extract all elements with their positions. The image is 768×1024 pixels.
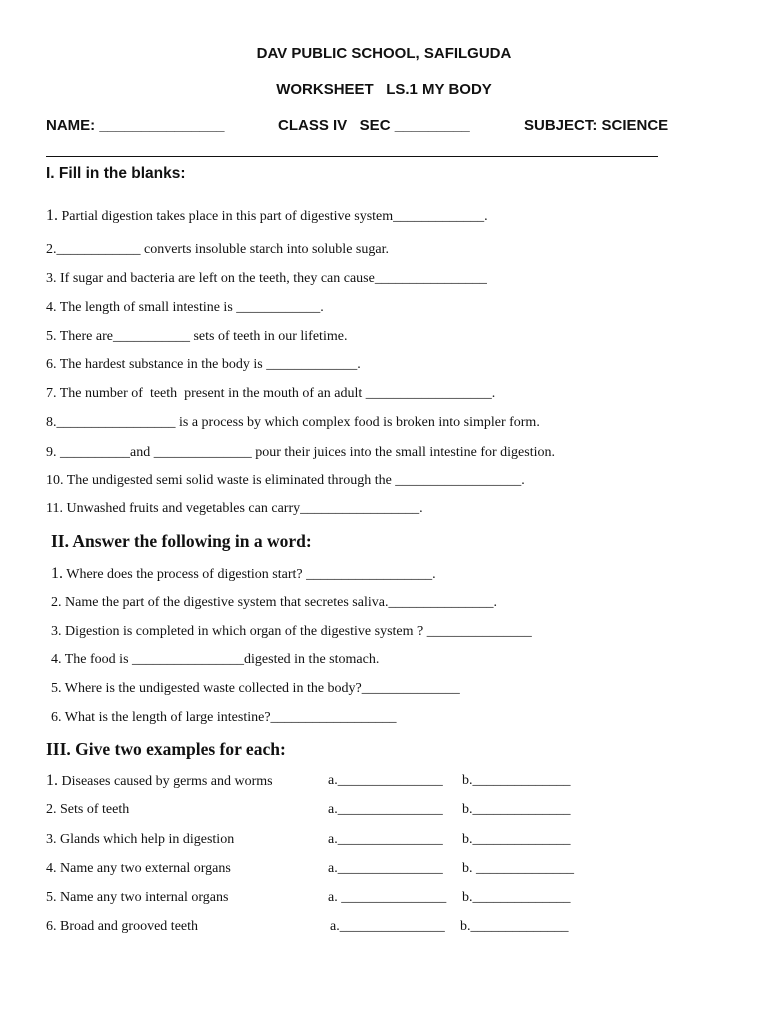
example-1-answer-a: a._______________ <box>328 773 443 788</box>
example-3-answer-b: b.______________ <box>462 832 571 847</box>
example-2-answer-b: b.______________ <box>462 802 571 817</box>
item-number: 1. <box>51 565 63 582</box>
one-word-item-2: 2. Name the part of the digestive system that secretes saliva._______________. <box>51 595 497 610</box>
name-field: NAME: _______________ <box>46 117 225 134</box>
subject-label: SUBJECT: SCIENCE <box>524 117 669 134</box>
fill-blank-item-3: 3. If sugar and bacteria are left on the teeth, they can cause________________ <box>46 271 487 286</box>
item-text: Partial digestion takes place in this part of digestive system_____________. <box>58 209 488 224</box>
example-4-answer-b: b. ______________ <box>462 861 574 876</box>
example-5-answer-b: b.______________ <box>462 890 571 905</box>
example-5-answer-a: a. _______________ <box>328 890 447 905</box>
item-text: Diseases caused by germs and worms <box>58 774 273 789</box>
item-text: Where does the process of digestion start? __________________. <box>63 567 436 582</box>
one-word-item-4: 4. The food is ________________digested in the stomach. <box>51 652 380 667</box>
example-item-3: 3. Glands which help in digestion <box>46 832 235 847</box>
example-2-answer-a: a._______________ <box>328 802 443 817</box>
example-item-6: 6. Broad and grooved teeth <box>46 919 199 934</box>
example-3-answer-a: a._______________ <box>328 832 443 847</box>
example-6-answer-a: a._______________ <box>330 919 445 934</box>
example-item-4: 4. Name any two external organs <box>46 861 231 876</box>
section-3-heading: III. Give two examples for each: <box>46 739 286 759</box>
item-number: 1. <box>46 772 58 789</box>
school-name: DAV PUBLIC SCHOOL, SAFILGUDA <box>256 45 512 62</box>
fill-blank-item-5: 5. There are___________ sets of teeth in our lifetime. <box>46 329 348 344</box>
fill-blank-item-9: 9. __________and ______________ pour their juices into the small intestine for digestion. <box>46 445 555 460</box>
section-1-heading: I. Fill in the blanks: <box>46 165 186 182</box>
fill-blank-item-2: 2.____________ converts insoluble starch into soluble sugar. <box>46 242 389 257</box>
fill-blank-item-6: 6. The hardest substance in the body is _____________. <box>46 357 361 372</box>
fill-blank-item-4: 4. The length of small intestine is ____________. <box>46 300 324 315</box>
fill-blank-item-7: 7. The number of teeth present in the mouth of an adult __________________. <box>46 386 496 401</box>
one-word-item-5: 5. Where is the undigested waste collected in the body?______________ <box>51 681 460 696</box>
section-2-heading: II. Answer the following in a word: <box>51 531 312 551</box>
class-section-field: CLASS IV SEC _________ <box>278 117 470 134</box>
example-4-answer-a: a._______________ <box>328 861 443 876</box>
one-word-item-3: 3. Digestion is completed in which organ of the digestive system ? _______________ <box>51 624 532 639</box>
one-word-item-1 <box>51 565 436 583</box>
fill-blank-item-8: 8._________________ is a process by which complex food is broken into simpler form. <box>46 415 540 430</box>
one-word-item-6: 6. What is the length of large intestine?__________________ <box>51 710 397 725</box>
example-1-answer-b: b.______________ <box>462 773 571 788</box>
header-divider <box>46 156 658 157</box>
example-item-1 <box>46 772 273 790</box>
fill-blank-item-1 <box>46 207 488 225</box>
example-item-5: 5. Name any two internal organs <box>46 890 229 905</box>
example-item-2: 2. Sets of teeth <box>46 802 130 817</box>
fill-blank-item-10: 10. The undigested semi solid waste is eliminated through the __________________. <box>46 473 525 488</box>
example-6-answer-b: b.______________ <box>460 919 569 934</box>
worksheet-title: WORKSHEET LS.1 MY BODY <box>276 81 492 98</box>
fill-blank-item-11: 11. Unwashed fruits and vegetables can carry_________________. <box>46 501 423 516</box>
item-number: 1. <box>46 207 58 224</box>
